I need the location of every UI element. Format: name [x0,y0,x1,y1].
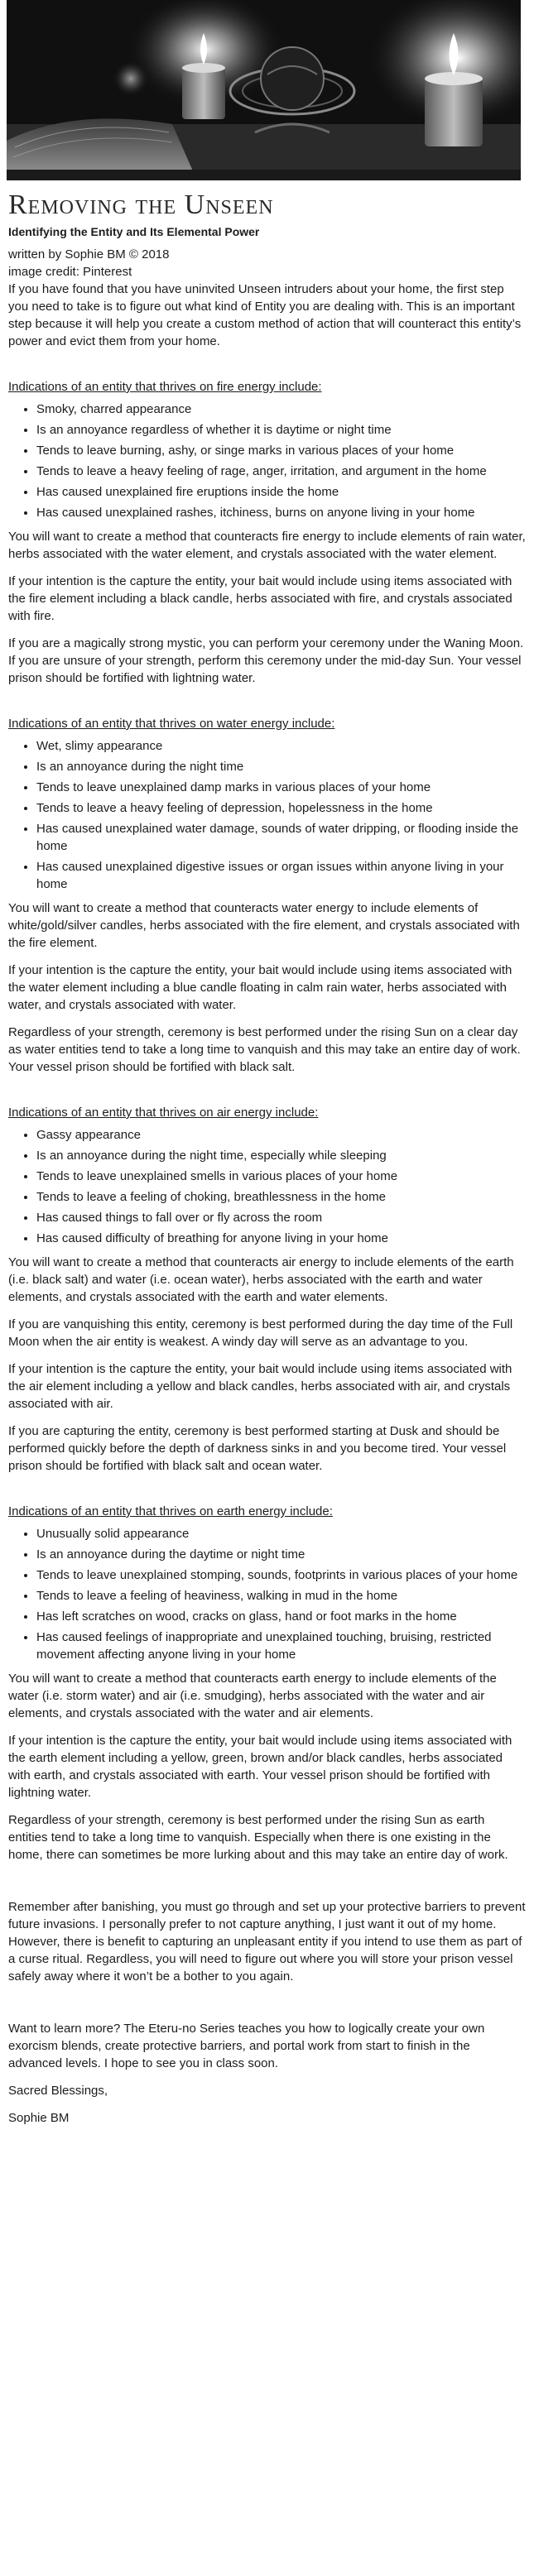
signature: Sophie BM [8,2111,70,2125]
list-item: • Is an annoyance during the night time, especially while sleeping [36,1147,526,1164]
paragraph: You will want to create a method that counteracts earth energy to include elements of the water (i.e. storm water) and air (i.e. smudging), herbs associated with the water and air elements, and crystals associated with the water and air elements. [8,1672,497,1720]
list-item: • Has caused unexplained fire eruptions inside the home [36,483,526,501]
list-item: • Is an annoyance regardless of whether it is daytime or night time [36,421,526,439]
indication-list [8,401,526,521]
water-section [8,715,526,1076]
earth-section [8,1503,526,1864]
learn-more-paragraph: Want to learn more? The Eteru-no Series teaches you how to logically create your own exorcism blends, create protective barriers, and portal work from start to finish in the advanced levels. I hope to see you in class soon. [8,2022,485,2070]
list-item: • Tends to leave burning, ashy, or singe marks in various places of your home [36,442,526,459]
candles-photo [7,0,521,180]
section-heading: Indications of an entity that thrives on earth energy include: [8,1504,333,1518]
list-item: • Has caused unexplained rashes, itchiness, burns on anyone living in your home [36,504,526,521]
signoff: Sacred Blessings, [8,2084,108,2098]
paragraph: You will want to create a method that counteracts water energy to include elements of white/gold/silver candles, herbs associated with the fire element, and crystals associated with the fire element. [8,901,520,950]
paragraph: If your intention is the capture the entity, your bait would include using items associated with the water element including a blue candle floating in calm rain water, herbs associated with water, and crystals associated with water. [8,963,512,1012]
list-item: • Tends to leave a heavy feeling of rage, anger, irritation, and argument in the home [36,463,526,480]
paragraph: You will want to create a method that counteracts fire energy to include elements of rain water, herbs associated with the water element, and crystals associated with the water element. [8,530,526,561]
paragraph: If your intention is the capture the entity, your bait would include using items associated with the air element including a yellow and black candles, herbs associated with air, and crystals associated with air. [8,1362,512,1411]
indication-list [8,1126,526,1247]
paragraph: If your intention is the capture the entity, your bait would include using items associated with the earth element including a yellow, green, brown and/or black candles, herbs associated with earth, and crystals associated with earth. Your vessel prison should be fortified with lightning water. [8,1734,512,1800]
page-title: Removing the Unseen [8,189,274,220]
list-item: • Gassy appearance [36,1126,526,1144]
list-item: • Tends to leave unexplained stomping, sounds, footprints in various places of your home [36,1566,526,1584]
article-body [8,185,526,2137]
list-item: • Has left scratches on wood, cracks on glass, hand or foot marks in the home [36,1608,526,1625]
list-item: • Tends to leave a feeling of choking, breathlessness in the home [36,1188,526,1206]
list-item: • Has caused unexplained digestive issues or organ issues within anyone living in your home [36,858,526,893]
hero-image [7,0,521,180]
list-item: • Tends to leave unexplained smells in various places of your home [36,1168,526,1185]
paragraph: If you are capturing the entity, ceremony is best performed starting at Dusk and should be performed quickly before the depth of darkness sinks in and you become tired. Your vessel prison should be fortified with black salt and ocean water. [8,1424,507,1473]
list-item: • Has caused things to fall over or fly across the room [36,1209,526,1226]
list-item: • Has caused feelings of inappropriate and unexplained touching, bruising, restricted movement affecting anyone living in your home [36,1629,526,1663]
list-item: • Is an annoyance during the daytime or night time [36,1546,526,1563]
closing-paragraph: Remember after banishing, you must go through and set up your protective barriers to prevent future invasions. I personally prefer to not capture anything, I just want it out of my home. However, there is benefit to capturing an unpleasant entity if you intend to use them as part of a curse ritual. Regardless, you will need to figure out where you will store your prison vessel safely away where it won’t be a bother to you again. [8,1900,526,1984]
paragraph: You will want to create a method that counteracts air energy to include elements of the earth (i.e. black salt) and water (i.e. ocean water), herbs associated with the earth and water elements, and crystals associated with the earth and water elements. [8,1255,514,1304]
intro-paragraph: If you have found that you have uninvited Unseen intruders about your home, the first step you need to take is to figure out what kind of Entity you are dealing with. This is an important step because it will help you create a custom method of action that will counteract this entity’s power and evict them from your home. [8,282,522,348]
section-heading: Indications of an entity that thrives on air energy include: [8,1106,319,1120]
paragraph: If you are a magically strong mystic, you can perform your ceremony under the Waning Moon. If you are unsure of your strength, perform this ceremony under the mid-day Sun. Your vessel prison should be fortified with lightning water. [8,636,524,685]
image-credit: image credit: Pinterest [8,265,132,279]
paragraph: Regardless of your strength, ceremony is best performed under the rising Sun as earth entities tend to take a long time to vanquish. Especially when there is one existing in the home, there can sometimes be more lurking about and this may take an entire day of work. [8,1813,508,1862]
list-item: • Has caused difficulty of breathing for anyone living in your home [36,1230,526,1247]
list-item: • Has caused unexplained water damage, sounds of water dripping, or flooding inside the home [36,820,526,855]
author-line: written by Sophie BM © 2018 [8,247,170,261]
paragraph: If you are vanquishing this entity, ceremony is best performed during the day time of the Full Moon when the air entity is weakest. A windy day will serve as an advantage to you. [8,1317,513,1349]
article-subtitle: Identifying the Entity and Its Elemental Power [8,225,260,238]
list-item: • Tends to leave a feeling of heaviness, walking in mud in the home [36,1587,526,1605]
paragraph: Regardless of your strength, ceremony is best performed under the rising Sun on a clear day as water entities tend to take a long time to vanquish and this may take an entire day of work. Your vessel prison should be fortified with black salt. [8,1025,521,1074]
list-item: • Smoky, charred appearance [36,401,526,418]
section-heading: Indications of an entity that thrives on water energy include: [8,717,335,731]
list-item: • Wet, slimy appearance [36,737,526,755]
list-item: • Tends to leave a heavy feeling of depression, hopelessness in the home [36,799,526,817]
list-item: • Tends to leave unexplained damp marks in various places of your home [36,779,526,796]
list-item: • Unusually solid appearance [36,1525,526,1542]
section-heading: Indications of an entity that thrives on fire energy include: [8,380,322,394]
list-item: • Is an annoyance during the night time [36,758,526,775]
paragraph: If your intention is the capture the entity, your bait would include using items associated with the fire element including a black candle, herbs associated with fire, and crystals associated with fire. [8,574,512,623]
indication-list [8,1525,526,1663]
indication-list [8,737,526,893]
fire-section [8,378,526,687]
air-section [8,1104,526,1475]
